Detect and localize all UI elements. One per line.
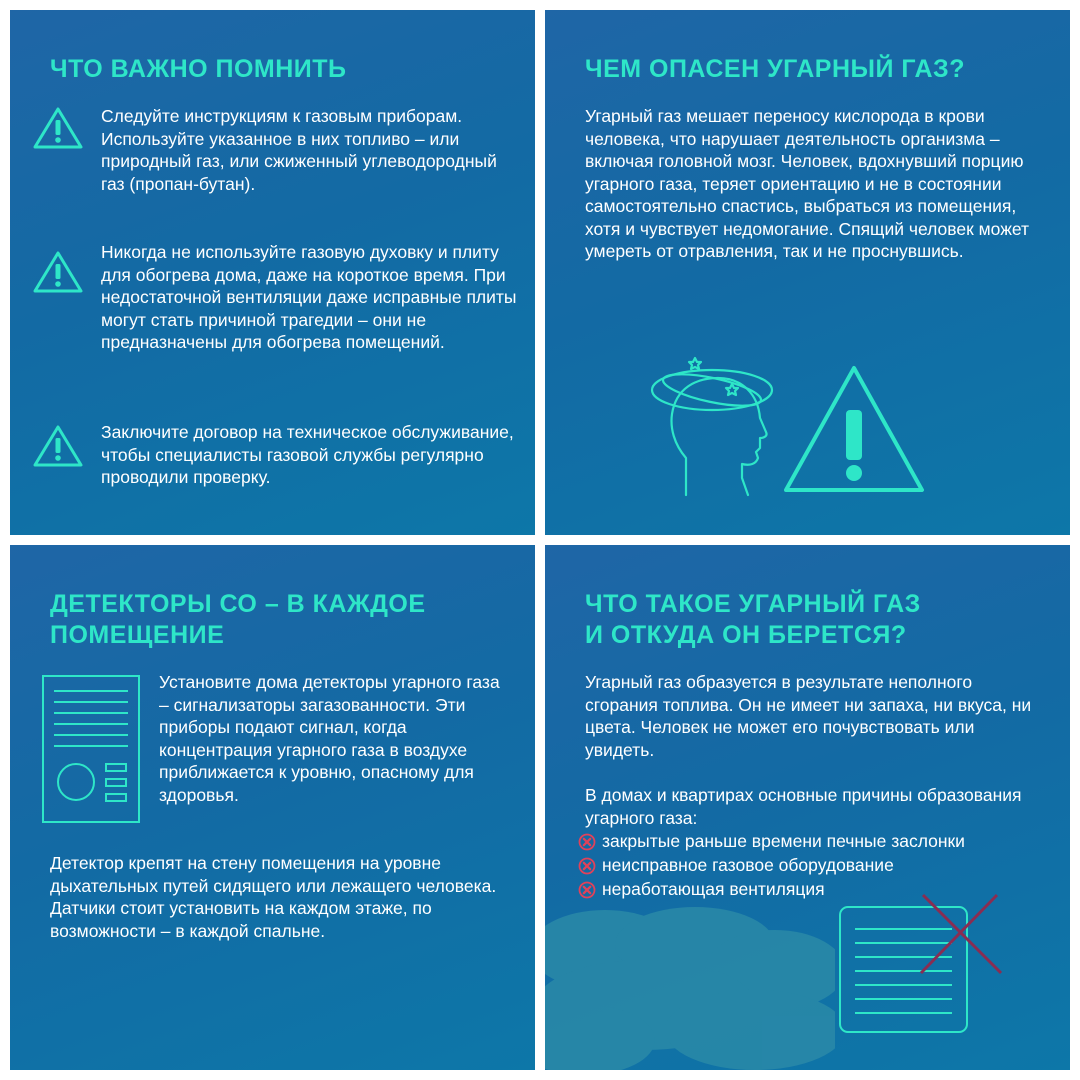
tip-text: Никогда не используйте газовую духовку и плиту для обогрева дома, даже на короткое время. При недостаточной вентиляции даже исправные плиты могут стать причиной трагедии – они не предназначены для обогрева помещений. <box>101 242 517 352</box>
panel-title <box>50 589 426 651</box>
title-line-2: И ОТКУДА ОН БЕРЕТСЯ? <box>585 621 907 649</box>
panel-title: ЧЕМ ОПАСЕН УГАРНЫЙ ГАЗ? <box>585 55 965 83</box>
panel-title: ЧТО ВАЖНО ПОМНИТЬ <box>50 55 347 83</box>
warning-triangle-icon <box>32 106 84 150</box>
cross-circle-icon <box>578 857 596 875</box>
panel-what-is-co <box>545 545 1070 1070</box>
warning-triangle-icon <box>32 250 84 294</box>
title-line-1: ЧТО ТАКОЕ УГАРНЫЙ ГАЗ <box>585 590 921 618</box>
intro-text: Угарный газ образуется в результате неполного сгорания топлива. Он не имеет ни запаха, ни вкуса, ни цвета. Человек не может его почувствовать или увидеть. <box>585 672 1032 760</box>
cause-item <box>578 878 825 901</box>
cross-circle-icon <box>578 881 596 899</box>
warning-triangle-icon <box>32 424 84 468</box>
warning-triangle-icon <box>780 362 928 496</box>
cause-text: неработающая вентиляция <box>602 879 825 899</box>
title-line-2: ПОМЕЩЕНИЕ <box>50 621 225 649</box>
cause-text: закрытые раньше времени печные заслонки <box>602 831 965 851</box>
smoke-cloud-icon <box>545 900 835 1070</box>
cross-circle-icon <box>578 833 596 851</box>
panel-what-to-remember <box>10 10 535 535</box>
panel-title <box>585 589 921 651</box>
title-line-1: ДЕТЕКТОРЫ СО – В КАЖДОЕ <box>50 590 426 618</box>
crossed-document-icon <box>837 893 1007 1038</box>
cause-item <box>578 830 965 853</box>
mounting-text: Детектор крепят на стену помещения на уровне дыхательных путей сидящего или лежащего человека. Датчики стоит установить на каждом этаже, по возможности – в каждой спальне. <box>50 853 497 941</box>
panel-co-detectors <box>10 545 535 1070</box>
danger-text: Угарный газ мешает переносу кислорода в крови человека, что нарушает деятельность организма – включая головной мозг. Человек, вдохнувший порцию угарного газа, теряет ориентацию и не в состоянии самостоятельно спастись, выбраться из помещения, хотя и чувствует недомогание. Спящий человек может умереть от отравления, так и не проснувшись. <box>585 106 1030 261</box>
causes-lead-text: В домах и квартирах основные причины образования угарного газа: <box>585 785 1022 828</box>
panel-co-danger <box>545 10 1070 535</box>
gas-detector-icon <box>42 675 140 823</box>
tip-text: Следуйте инструкциям к газовым приборам. Используйте указанное в них топливо – или природный газ, или сжиженный углеводородный газ (пропан-бутан). <box>101 106 497 194</box>
dizzy-head-icon <box>650 340 785 500</box>
detector-text: Установите дома детекторы угарного газа – сигнализаторы загазованности. Эти приборы подают сигнал, когда концентрация угарного газа в воздухе приближается к уровню, опасному для здоровья. <box>159 672 500 805</box>
cause-text: неисправное газовое оборудование <box>602 855 894 875</box>
tip-text: Заключите договор на техническое обслуживание, чтобы специалисты газовой службы регулярно проводили проверку. <box>101 422 514 487</box>
cause-item <box>578 854 894 877</box>
